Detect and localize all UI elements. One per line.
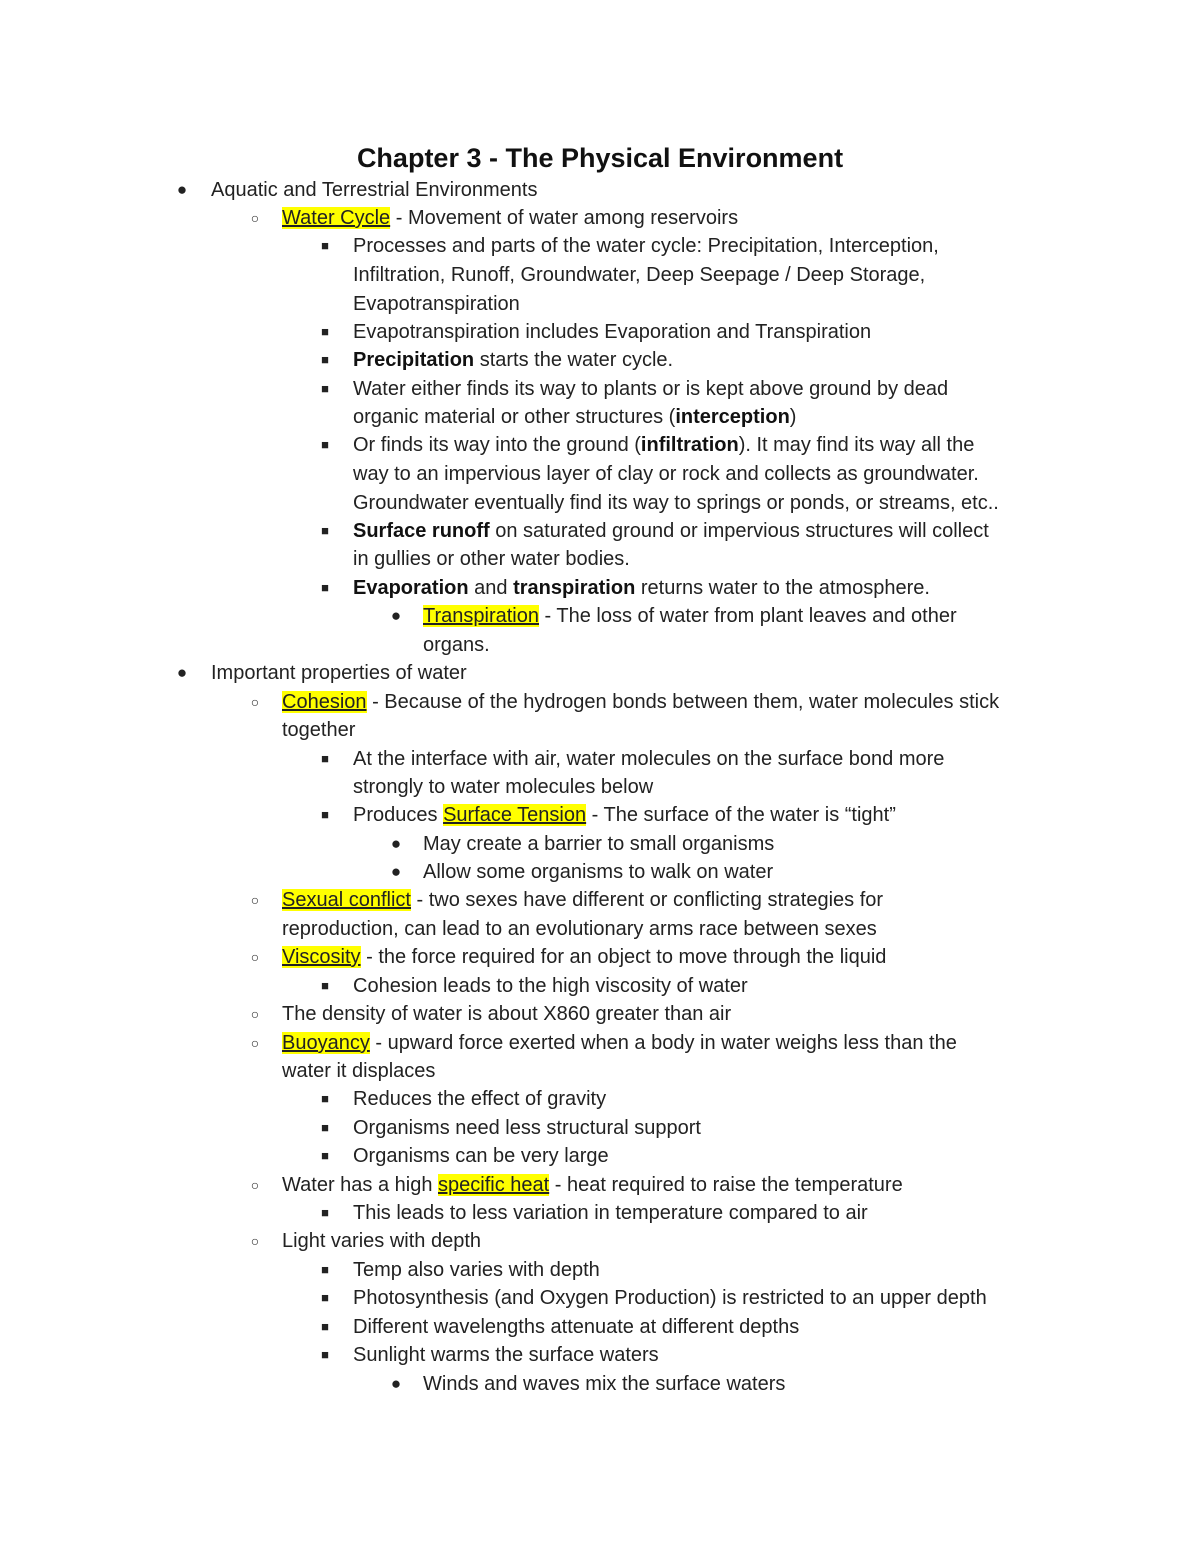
bullet-marker: ● <box>390 1374 402 1393</box>
bold-term: interception <box>675 406 790 428</box>
line-text: in gullies or other water bodies. <box>353 548 630 570</box>
bullet-marker: ■ <box>321 352 329 367</box>
bullet-marker: ○ <box>250 892 260 908</box>
bullet-marker: ■ <box>321 751 329 766</box>
outline-line <box>282 1227 481 1255</box>
line-text: way to an impervious layer of clay or rock and collects as groundwater. <box>353 463 979 485</box>
outline-line <box>353 290 520 318</box>
line-text: - The loss of water from plant leaves and other <box>538 605 957 627</box>
line-text: Or finds its way into the ground ( <box>353 434 641 456</box>
highlighted-term: Water Cycle <box>282 207 391 229</box>
line-text: This leads to less variation in temperature compared to air <box>353 1202 868 1224</box>
line-text: organic material or other structures ( <box>353 406 676 428</box>
line-text: - heat required to raise the temperature <box>549 1174 903 1196</box>
bullet-marker: ■ <box>321 324 329 339</box>
line-text: - two sexes have different or conflicting strategies for <box>410 889 884 911</box>
bold-term: Precipitation <box>353 349 475 371</box>
line-text: and <box>468 577 514 599</box>
outline-line <box>353 972 748 1000</box>
bullet-marker: ○ <box>250 210 260 226</box>
bullet-marker: ○ <box>250 1233 260 1249</box>
line-text: Processes and parts of the water cycle: Precipitation, Interception, <box>353 235 939 257</box>
bullet-marker: ○ <box>250 1177 260 1193</box>
outline-line <box>423 631 490 659</box>
bullet-marker: ■ <box>321 1205 329 1220</box>
outline-line <box>353 1256 600 1284</box>
outline-line <box>353 517 989 545</box>
line-text: - Movement of water among reservoirs <box>390 207 739 229</box>
line-text: Cohesion leads to the high viscosity of water <box>353 975 748 997</box>
outline-line <box>282 1171 903 1199</box>
line-text: Temp also varies with depth <box>353 1259 600 1281</box>
line-text: Light varies with depth <box>282 1230 482 1252</box>
outline-line <box>423 830 774 858</box>
line-text: - Because of the hydrogen bonds between them, water molecules stick <box>366 691 1000 713</box>
bold-term: infiltration <box>640 434 739 456</box>
outline-line <box>282 915 877 943</box>
outline-line <box>282 204 738 232</box>
outline-line <box>353 1114 701 1142</box>
outline-line <box>423 602 957 630</box>
line-text: strongly to water molecules below <box>353 776 654 798</box>
outline-line <box>282 943 886 971</box>
line-text: - the force required for an object to move through the liquid <box>360 946 887 968</box>
bullet-marker: ■ <box>321 1120 329 1135</box>
outline-line <box>282 886 883 914</box>
outline-line <box>353 801 896 829</box>
page-title: Chapter 3 - The Physical Environment <box>356 143 844 173</box>
highlighted-term: Viscosity <box>282 946 361 968</box>
line-text: Groundwater eventually find its way to springs or ponds, or streams, etc.. <box>353 492 999 514</box>
bullet-marker: ■ <box>321 381 329 396</box>
outline-line <box>353 318 871 346</box>
line-text: Organisms can be very large <box>353 1145 609 1167</box>
highlighted-term: Transpiration <box>423 605 539 627</box>
outline-line <box>353 232 939 260</box>
line-text: organs. <box>423 634 490 656</box>
line-text: Allow some organisms to walk on water <box>423 861 774 883</box>
outline-line <box>353 1199 868 1227</box>
bullet-marker: ■ <box>321 1290 329 1305</box>
bullet-marker: ■ <box>321 523 329 538</box>
highlighted-term: Surface Tension <box>443 804 587 826</box>
outline-line <box>353 489 999 517</box>
line-text: Evapotranspiration includes Evaporation and Transpiration <box>353 321 872 343</box>
bullet-marker: ● <box>390 834 402 853</box>
line-text: Organisms need less structural support <box>353 1117 701 1139</box>
line-text: together <box>282 719 356 741</box>
outline-line <box>353 1284 987 1312</box>
highlighted-term: Buoyancy <box>282 1032 370 1054</box>
outline-line <box>211 176 537 204</box>
outline-line <box>353 574 930 602</box>
line-text: Important properties of water <box>211 662 467 684</box>
line-text: - upward force exerted when a body in water weighs less than the <box>369 1032 957 1054</box>
bullet-marker: ○ <box>250 949 260 965</box>
line-text: Photosynthesis (and Oxygen Production) is restricted to an upper depth <box>353 1287 987 1309</box>
outline-line <box>353 375 948 403</box>
line-text: Reduces the effect of gravity <box>353 1088 607 1110</box>
line-text: Winds and waves mix the surface waters <box>423 1373 786 1395</box>
outline-line <box>353 1341 659 1369</box>
line-text: ). It may find its way all the <box>738 434 975 456</box>
bullet-marker: ■ <box>321 1319 329 1334</box>
line-text: reproduction, can lead to an evolutionary arms race between sexes <box>282 918 877 940</box>
bullet-marker: ● <box>390 606 402 625</box>
line-text: Produces <box>353 804 444 826</box>
bullet-marker: ■ <box>321 1148 329 1163</box>
line-text: May create a barrier to small organisms <box>423 833 775 855</box>
bold-term: Evaporation <box>353 577 469 599</box>
line-text: returns water to the atmosphere. <box>635 577 930 599</box>
outline-line <box>353 1085 606 1113</box>
line-text: Water has a high <box>282 1174 439 1196</box>
outline-line <box>423 858 773 886</box>
line-text: The density of water is about X860 greater than air <box>282 1003 732 1025</box>
outline-line <box>353 773 653 801</box>
outline-line <box>353 545 630 573</box>
line-text: Aquatic and Terrestrial Environments <box>211 179 538 201</box>
outline-line <box>282 1057 435 1085</box>
line-text: Infiltration, Runoff, Groundwater, Deep Seepage / Deep Storage, <box>353 264 926 286</box>
outline-line <box>282 716 355 744</box>
line-text: Evapotranspiration <box>353 293 520 315</box>
outline-line <box>353 403 796 431</box>
bullet-marker: ● <box>390 862 402 881</box>
bullet-marker: ■ <box>321 978 329 993</box>
bullet-marker: ● <box>176 663 188 682</box>
outline-line <box>282 1029 957 1057</box>
bold-term: Surface runoff <box>353 520 490 542</box>
outline-line <box>353 431 974 459</box>
line-text: Different wavelengths attenuate at different depths <box>353 1316 800 1338</box>
bold-term: transpiration <box>513 577 636 599</box>
outline-line <box>353 745 944 773</box>
outline-line <box>211 659 467 687</box>
bullet-marker: ○ <box>250 1006 260 1022</box>
bullet-marker: ■ <box>321 1262 329 1277</box>
bullet-marker: ● <box>176 180 188 199</box>
line-text: Water either finds its way to plants or is kept above ground by dead <box>353 378 949 400</box>
outline-line <box>353 460 979 488</box>
line-text: - The surface of the water is “tight” <box>586 804 896 826</box>
line-text: At the interface with air, water molecules on the surface bond more <box>353 748 945 770</box>
bullet-marker: ■ <box>321 580 329 595</box>
outline-line <box>353 1142 609 1170</box>
outline-line <box>353 261 925 289</box>
outline-line <box>353 1313 799 1341</box>
line-text: Sunlight warms the surface waters <box>353 1344 659 1366</box>
outline-line <box>353 346 673 374</box>
highlighted-term: specific heat <box>438 1174 550 1196</box>
highlighted-term: Sexual conflict <box>282 889 411 911</box>
line-text: on saturated ground or impervious structures will collect <box>489 520 989 542</box>
bullet-marker: ■ <box>321 807 329 822</box>
bullet-marker: ■ <box>321 1091 329 1106</box>
highlighted-term: Cohesion <box>282 691 367 713</box>
bullet-marker: ○ <box>250 694 260 710</box>
outline-line <box>282 1000 731 1028</box>
line-text: water it displaces <box>282 1060 436 1082</box>
outline-line <box>282 688 999 716</box>
line-text: ) <box>789 406 797 428</box>
bullet-marker: ■ <box>321 238 329 253</box>
bullet-marker: ■ <box>321 437 329 452</box>
bullet-marker: ○ <box>250 1035 260 1051</box>
line-text: starts the water cycle. <box>474 349 674 371</box>
outline-line <box>423 1370 785 1398</box>
bullet-marker: ■ <box>321 1347 329 1362</box>
